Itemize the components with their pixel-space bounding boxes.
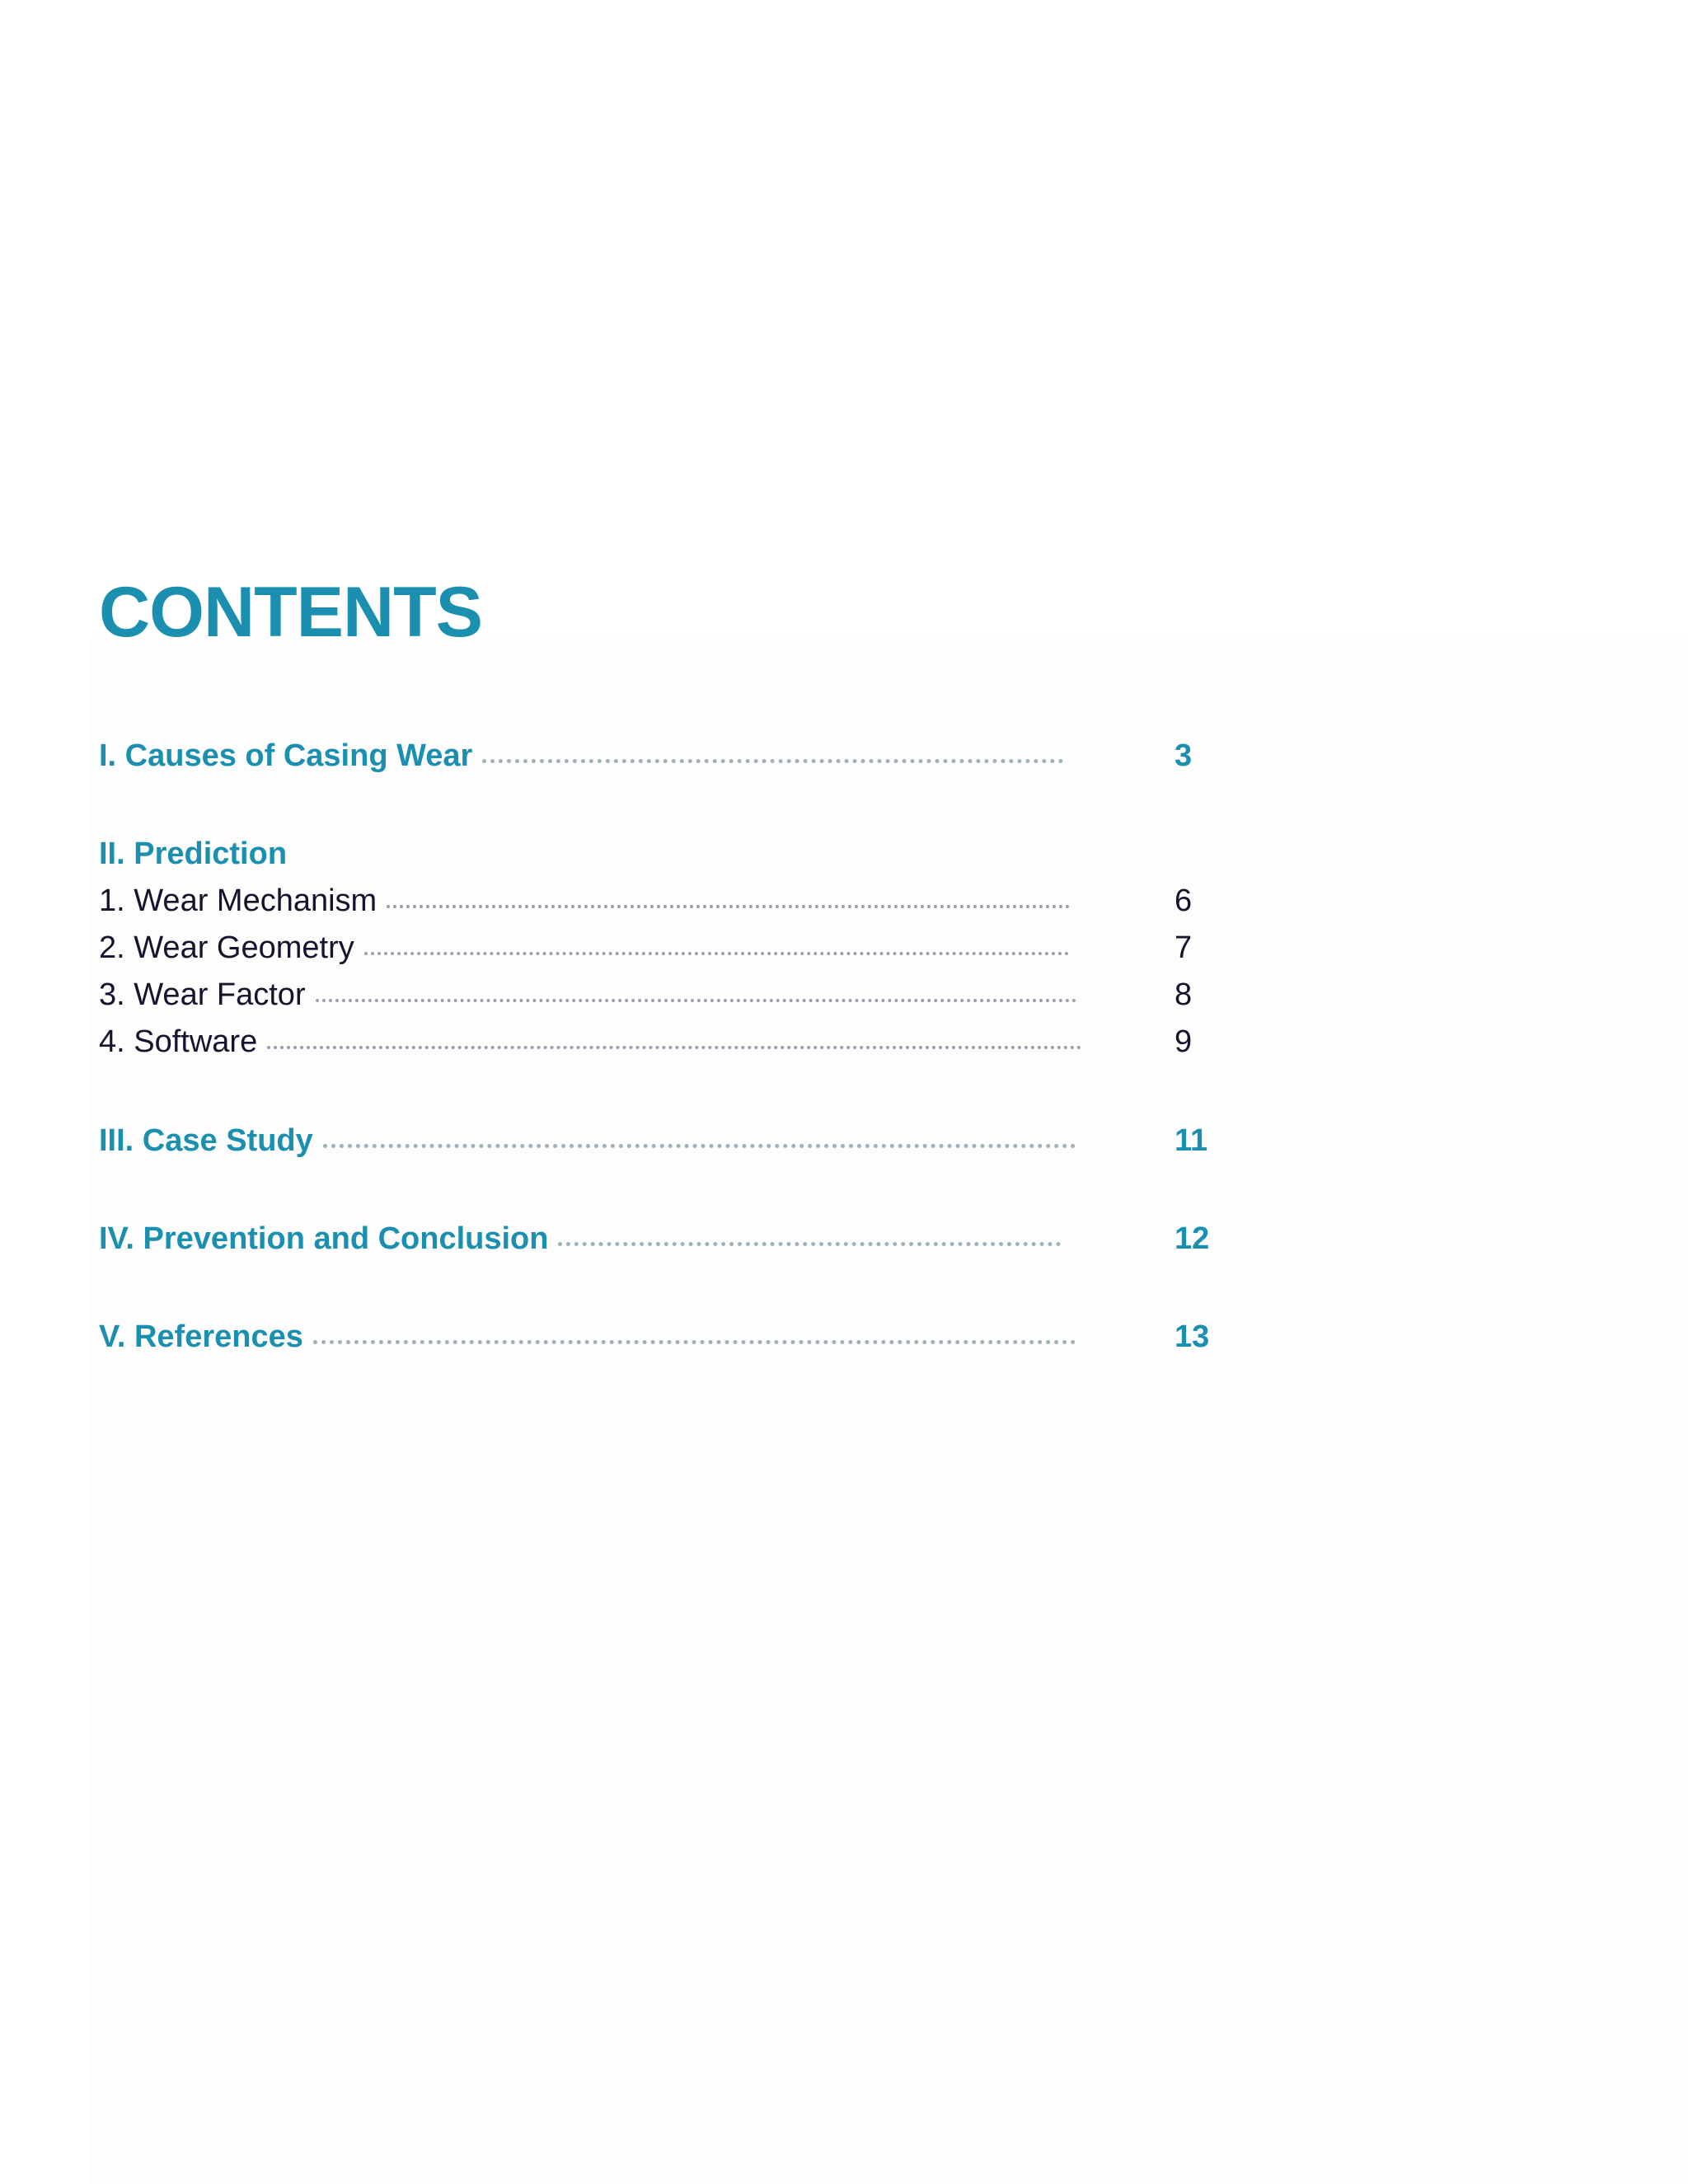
toc-entry-page-number: 8 [1175,977,1193,1012]
toc-entry-label: 1. Wear Mechanism [99,883,377,918]
toc-entry-label: IV. Prevention and Conclusion [99,1221,549,1256]
dot-leader [323,1144,1076,1148]
page-title: CONTENTS [99,573,482,652]
toc-entry-label: V. References [99,1319,303,1354]
toc-entry-causes[interactable] [99,740,1212,771]
toc-heading-prediction[interactable]: II. Prediction [99,837,288,871]
dot-leader [364,952,1069,955]
toc-entry-references[interactable] [99,1321,1212,1352]
dot-leader [558,1242,1061,1246]
toc-entry-label: 4. Software [99,1024,258,1059]
toc-subentry-wear-factor[interactable] [99,979,1212,1010]
toc-entry-page-number: 12 [1175,1221,1210,1256]
page-left-margin [0,0,89,2184]
toc-entry-label: I. Causes of Casing Wear [99,738,473,773]
toc-entry-label: III. Case Study [99,1123,313,1158]
toc-entry-page-number: 9 [1175,1024,1193,1059]
toc-entry-page-number: 13 [1175,1319,1210,1354]
dot-leader [387,905,1070,908]
dot-leader [316,999,1076,1002]
toc-entry-prevention[interactable] [99,1223,1212,1254]
toc-entry-label: 3. Wear Factor [99,977,306,1012]
toc-entry-page-number: 6 [1175,883,1193,918]
toc-subentry-wear-mechanism[interactable] [99,885,1212,916]
toc-entry-page-number: 7 [1175,930,1193,965]
toc-entry-page-number: 11 [1175,1123,1208,1158]
dot-leader [313,1340,1076,1344]
dot-leader [482,759,1063,763]
toc-subentry-software[interactable] [99,1026,1212,1057]
toc-entry-label: 2. Wear Geometry [99,930,354,965]
toc-subentry-wear-geometry[interactable] [99,932,1212,963]
dot-leader [267,1046,1081,1049]
toc-entry-case-study[interactable] [99,1125,1212,1156]
toc-entry-page-number: 3 [1175,738,1193,773]
page-top-background [0,0,1688,639]
